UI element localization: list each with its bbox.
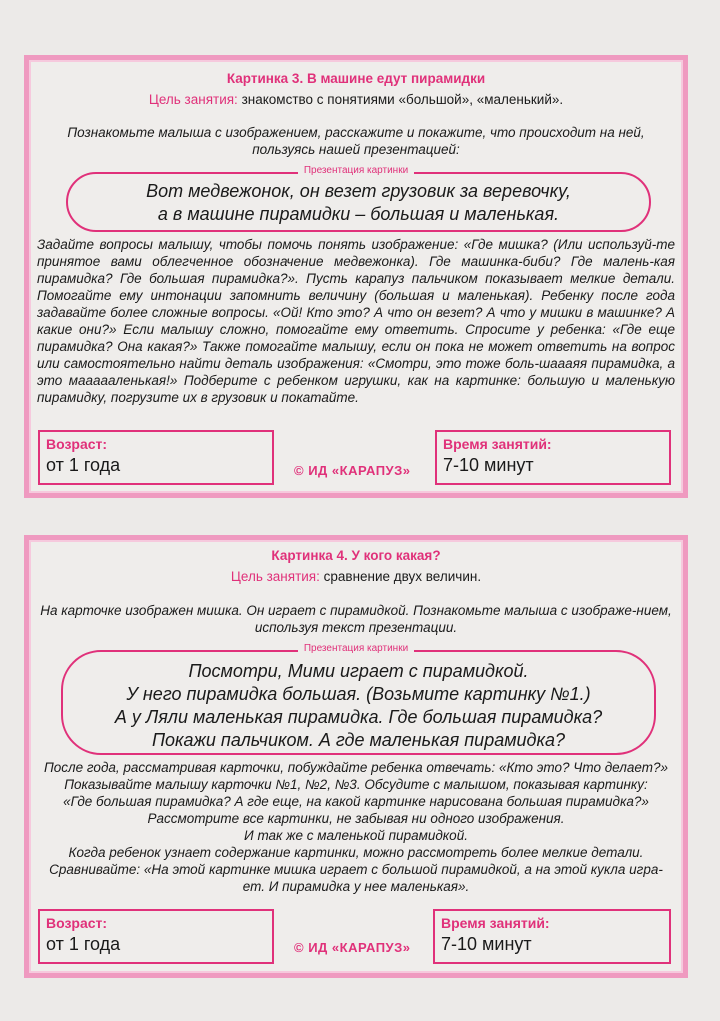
card-title: Картинка 3. В машине едут пирамидки — [226, 71, 486, 86]
time-value: 7-10 минут — [443, 455, 534, 475]
presentation-line: а в машине пирамидки – большая и маленькая. — [157, 204, 560, 224]
copyright: © ИД «КАРАПУЗ» — [294, 463, 411, 478]
body-line: Показывайте малышу карточки №1, №2, №3. Обсудите с малышом, показывая картинку: — [64, 777, 648, 792]
presentation-label: Презентация картинки — [29, 643, 683, 654]
body-text: Задайте вопросы малышу, чтобы помочь понять изображение: «Где мишка? (Или используй-те принятое вами облегченное обозначение медвежонка). Где машинка-биби? Где малень-кая пирамидка? Где большая пирамидка?». Пусть карапуз пальчиком показывает мелкие детали. Помогайте ему интонации запомнить величину (большая и маленькая). Ребенку после года задавайте более сложные вопросы. «Ой! Кто это? А что он везет? А что у мишки в машинке? А какие они?» Если малышу сложно, помогайте ему ответить. Спросите у ребенка: «Где еще пирамидка? Она какая?» Также помогайте малышу, если он пока не может ответить на вопрос или самостоятельно найти деталь изображения: «Смотри, это тоже боль-шаааяя пирамидка, а это маааааленькая!» Подберите с ребенком игрушки, как на картинке: большую и маленькую пирамидку, погрузите их в грузовик и покатайте. — [37, 237, 675, 405]
age-value: от 1 года — [46, 934, 121, 954]
presentation-line: У него пирамидка большая. (Возьмите картинку №1.) — [126, 684, 591, 704]
activity-card-4 — [24, 535, 688, 978]
card-goal — [29, 92, 683, 107]
activity-card-3 — [24, 55, 688, 498]
goal-text: сравнение двух величин. — [319, 569, 482, 584]
time-value: 7-10 минут — [441, 934, 532, 954]
goal-text: знакомство с понятиями «большой», «маленький». — [237, 92, 564, 107]
goal-label: Цель занятия: — [148, 92, 238, 107]
body-line: Рассмотрите все картинки, не забывая ни одного изображения. — [147, 811, 565, 826]
body-line: Когда ребенок узнает содержание картинки, можно рассмотреть более мелкие детали. — [68, 845, 644, 860]
card-goal — [29, 569, 683, 584]
age-box — [38, 430, 274, 485]
time-box — [433, 909, 671, 964]
time-box — [435, 430, 671, 485]
presentation-line: Покажи пальчиком. А где маленькая пирамидка? — [151, 730, 566, 750]
age-box — [38, 909, 274, 964]
presentation-line: А у Ляли маленькая пирамидка. Где большая пирамидка? — [114, 707, 603, 727]
age-label: Возраст: — [46, 915, 108, 931]
body-line: ет. И пирамидка у нее маленькая». — [242, 879, 470, 894]
body-text — [31, 759, 681, 895]
body-line: И так же с маленькой пирамидкой. — [244, 828, 468, 843]
goal-label: Цель занятия: — [230, 569, 320, 584]
presentation-box — [66, 172, 651, 232]
time-label: Время занятий: — [441, 915, 550, 931]
presentation-line: Вот медвежонок, он везет грузовик за веревочку, — [146, 181, 571, 201]
intro-text: Познакомьте малыша с изображением, расскажите и покажите, что происходит на ней, пользуясь нашей презентацией: — [67, 125, 645, 157]
presentation-line: Посмотри, Мими играет с пирамидкой. — [188, 661, 529, 681]
body-line: Сравнивайте: «На этой картинке мишка играет с большой пирамидкой, а на этой кукла игра- — [49, 862, 663, 877]
time-label: Время занятий: — [443, 436, 552, 452]
age-value: от 1 года — [46, 455, 121, 475]
copyright: © ИД «КАРАПУЗ» — [294, 940, 411, 955]
intro-text: На карточке изображен мишка. Он играет с пирамидкой. Познакомьте малыша с изображе-нием, используя текст презентации. — [40, 603, 672, 635]
body-line: После года, рассматривая карточки, побуждайте ребенка отвечать: «Кто это? Что делает?» — [44, 760, 668, 775]
age-label: Возраст: — [46, 436, 108, 452]
presentation-label: Презентация картинки — [29, 165, 683, 176]
presentation-box — [61, 650, 656, 755]
body-line: «Где большая пирамидка? А где еще, на какой картинке нарисована большая пирамидка?» — [63, 794, 649, 809]
card-title: Картинка 4. У кого какая? — [271, 548, 441, 563]
